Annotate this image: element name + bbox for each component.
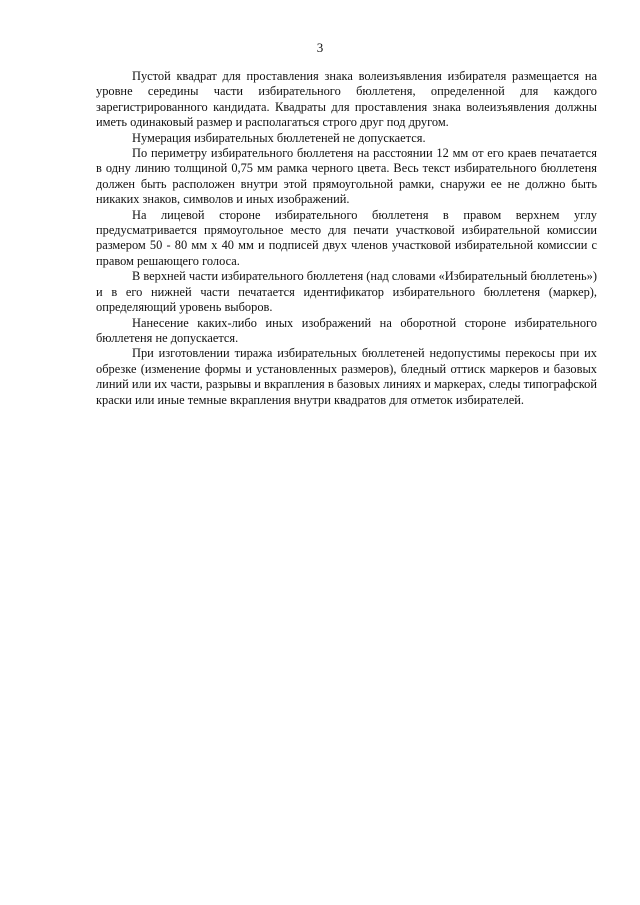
paragraph-identifier: В верхней части избирательного бюллетеня (над словами «Избирательный бюллетень») и в его нижней части печатается идентификатор избирательного бюллетеня (маркер), определяющий уровень выборов.	[96, 269, 597, 315]
paragraph-print-defects: При изготовлении тиража избирательных бюллетеней недопустимы перекосы при их обрезке (изменение формы и установленных размеров), бледный оттиск маркеров и базовых линий или их части, разрывы и вкрапления в базовых линиях и маркерах, следы типографской краски или иные темные вкрапления внутри квадратов для отметок избирателей.	[96, 346, 597, 407]
page-number: 3	[316, 40, 324, 55]
paragraph-empty-square: Пустой квадрат для проставления знака волеизъявления избирателя размещается на уровне середины части избирательного бюллетеня, определенной для каждого зарегистрированного кандидата. Квадраты для проставления знака волеизъявления должны иметь одинаковый размер и располагаться строго друг под другом.	[96, 69, 597, 130]
paragraph-reverse-side: Нанесение каких-либо иных изображений на оборотной стороне избирательного бюллетеня не допускается.	[96, 315, 597, 345]
paragraph-stamp-place: На лицевой стороне избирательного бюллетеня в правом верхнем углу предусматривается прямоугольное место для печати участковой избирательной комиссии размером 50 - 80 мм х 40 мм и подписей двух членов участковой избирательной комиссии с правом решающего голоса.	[96, 207, 597, 268]
paragraph-frame: По периметру избирательного бюллетеня на расстоянии 12 мм от его краев печатается в одну линию толщиной 0,75 мм рамка черного цвета. Весь текст избирательного бюллетеня должен быть расположен внутри этой прямоугольной рамки, снаружи ее не должно быть никаких знаков, символов и иных изображений.	[96, 146, 597, 207]
paragraph-numbering: Нумерация избирательных бюллетеней не допускается.	[132, 130, 426, 145]
document-body	[96, 69, 597, 408]
